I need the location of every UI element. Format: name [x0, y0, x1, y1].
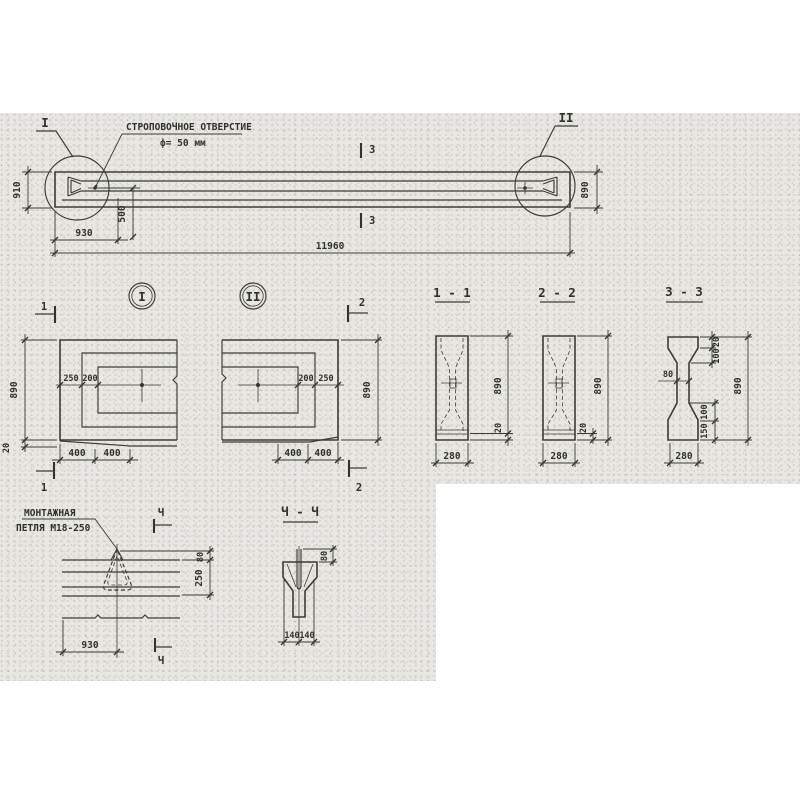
dim-280-s33: 280: [675, 451, 693, 462]
dim-930-loop: 930: [81, 640, 99, 651]
dim-80-loop: 80: [196, 551, 206, 563]
top-view: [12, 110, 603, 257]
section-4-4: [278, 504, 337, 646]
section-mark-4-top: Ч: [157, 507, 165, 519]
dim-140a-s44: 140: [284, 631, 300, 641]
dim-20-s22: 20: [579, 422, 589, 434]
dim-80-s33: 80: [662, 370, 674, 380]
detail-II-title: II: [245, 289, 261, 304]
section-2-2: [538, 285, 612, 467]
section-mark-4-bottom: Ч: [157, 655, 165, 667]
callout-I-label: I: [41, 115, 49, 130]
dim-100-top-s33: 100: [712, 348, 722, 364]
dim-910: 910: [12, 181, 23, 199]
dim-500: 500: [117, 205, 128, 223]
callout-II-label: II: [558, 110, 574, 125]
dim-20-s33: 20: [712, 336, 722, 348]
section-3-3-title: 3 - 3: [665, 284, 703, 299]
dim-20-s11: 20: [494, 422, 504, 434]
section-2-2-title: 2 - 2: [538, 285, 576, 300]
section-mark-2-top: 2: [358, 297, 366, 309]
section-mark-2-bottom: 2: [355, 482, 363, 494]
section-4-4-title: Ч - Ч: [281, 504, 319, 519]
dim-250-detail-II: 250: [318, 374, 334, 384]
hole-annotation-line2: ф= 50 мм: [160, 138, 206, 149]
detail-I-title: I: [138, 289, 146, 304]
section-mark-1-bottom: 1: [40, 482, 48, 494]
dim-280-s11: 280: [443, 451, 461, 462]
dim-20-detail-I: 20: [2, 442, 12, 454]
section-1-1: [431, 285, 513, 467]
loop-label-line1: МОНТАЖНАЯ: [24, 508, 76, 519]
dim-400a-detail-II: 400: [284, 448, 302, 459]
dim-200-detail-I: 200: [82, 374, 98, 384]
dim-150-s33: 150: [700, 423, 710, 439]
detail-II: [222, 283, 382, 494]
loop-label-line2: ПЕТЛЯ М18-250: [16, 523, 91, 534]
dim-400a-detail-I: 400: [68, 448, 86, 459]
dim-890-s33: 890: [733, 377, 744, 395]
dim-930: 930: [75, 228, 93, 239]
section-mark-3-top: 3: [369, 144, 376, 156]
lifting-loop-detail: [16, 507, 214, 667]
dim-890-detail-II: 890: [362, 381, 373, 399]
dim-250-loop: 250: [194, 569, 205, 587]
dim-280-s22: 280: [550, 451, 568, 462]
dim-140b-s44: 140: [299, 631, 315, 641]
dim-200-detail-II: 200: [298, 374, 314, 384]
dim-890-detail-I: 890: [9, 381, 20, 399]
dim-80-s44: 80: [320, 550, 330, 562]
dim-11960: 11960: [315, 241, 345, 252]
dim-100-bot-s33: 100: [700, 404, 710, 420]
dim-400b-detail-II: 400: [314, 448, 332, 459]
dim-400b-detail-I: 400: [103, 448, 121, 459]
dim-250-detail-I: 250: [63, 374, 79, 384]
detail-I: [2, 283, 177, 494]
dim-890-s22: 890: [593, 377, 604, 395]
dim-890-s11: 890: [493, 377, 504, 395]
section-1-1-title: 1 - 1: [433, 285, 471, 300]
section-mark-1-top: 1: [40, 301, 48, 313]
dim-890-top-view: 890: [580, 181, 591, 199]
section-3-3: [658, 284, 752, 467]
section-mark-3-bottom: 3: [369, 215, 376, 227]
hole-annotation-line1: СТРОПОВОЧНОЕ ОТВЕРСТИЕ: [126, 122, 252, 133]
